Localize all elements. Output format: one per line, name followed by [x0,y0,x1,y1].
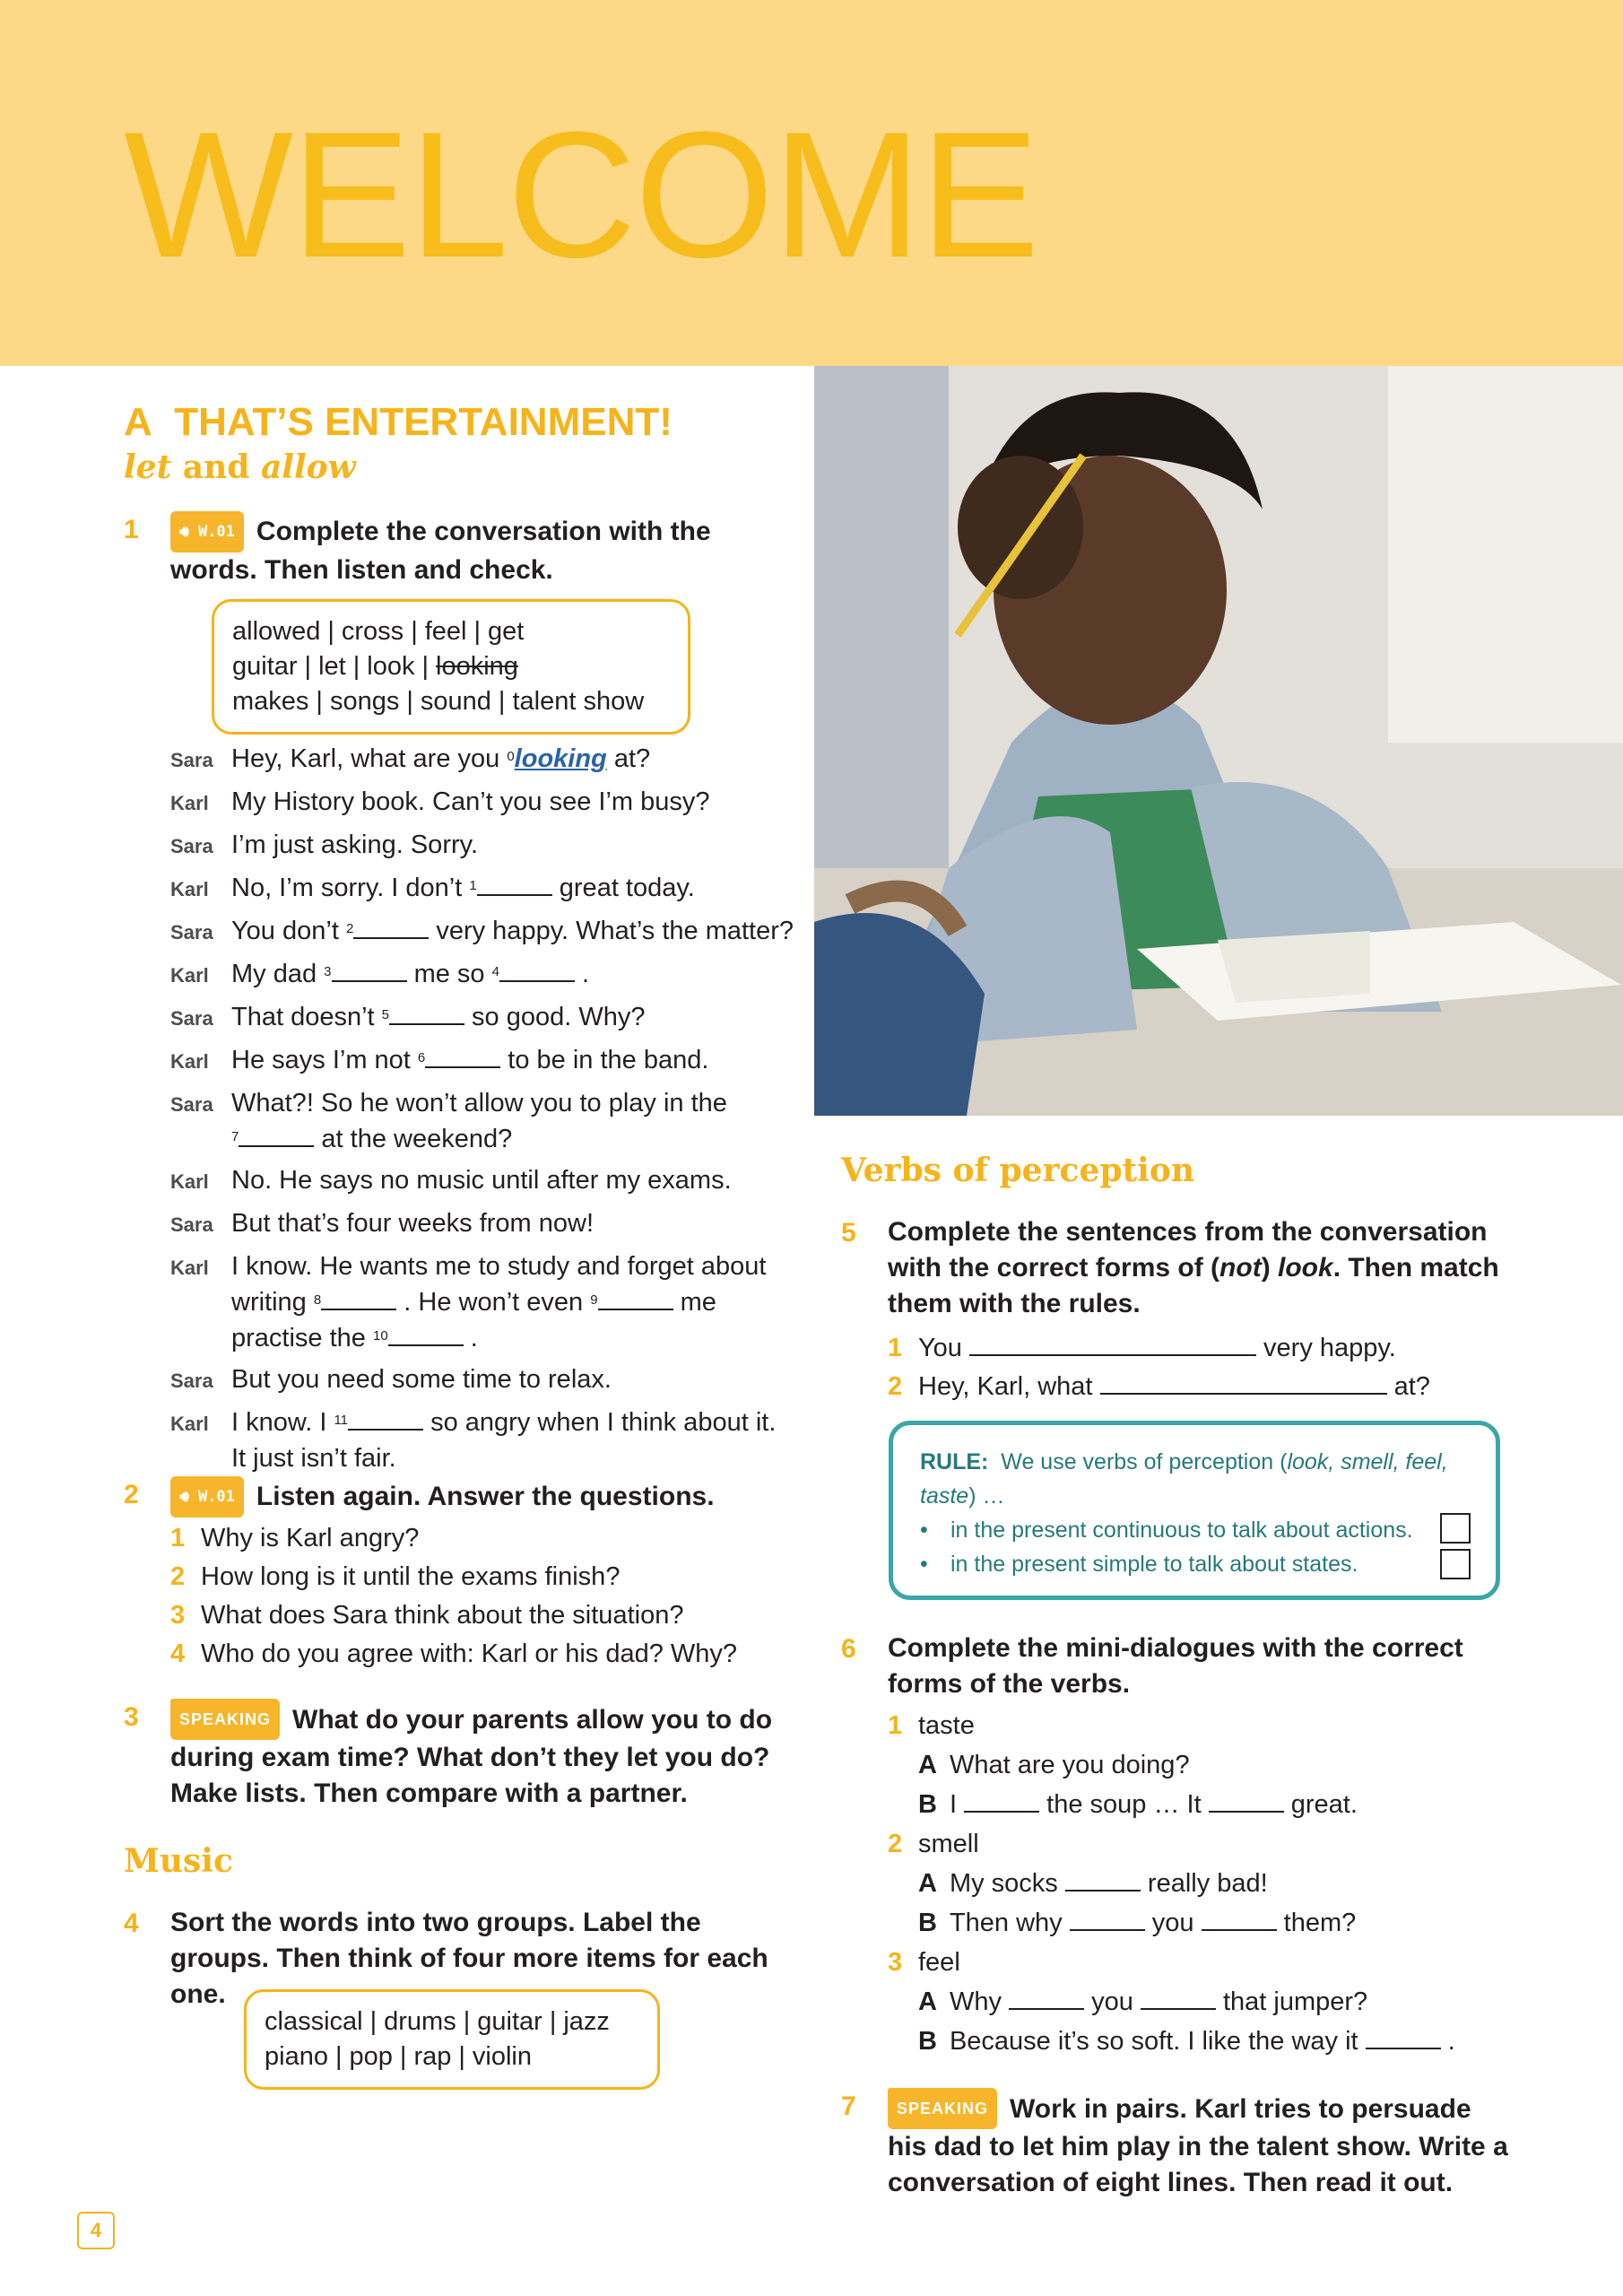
conversation-line: Karl My History book. Can’t you see I’m busy? [170,787,710,816]
match-checkbox[interactable] [1440,1549,1471,1579]
conversation-line: Sara I’m just asking. Sorry. [170,831,479,859]
conversation-line: Sara But you need some time to relax. [170,1365,612,1394]
conversation-line: Karl He says I’m not $^6$ to be in the band. [170,1046,709,1074]
question-item: 3 What does Sara think about the situation? [170,1601,684,1630]
exercise-6-number: 6 [841,1634,856,1664]
answer-blank[interactable] [1209,1789,1284,1813]
answer-blank[interactable] [1100,1371,1387,1395]
music-heading: Music [124,1842,233,1880]
answer-blank[interactable] [348,1407,423,1431]
answer-blank[interactable] [425,1045,500,1068]
match-checkbox[interactable] [1440,1513,1471,1544]
exercise-1-word-box: allowed | cross | feel | get guitar | let | look | looking makes | songs | sound | talent show [212,599,690,735]
conversation-line: Sara That doesn’t $^5$ so good. Why? [170,1003,646,1031]
rule-bullet: • in the present simple to talk about states. [920,1547,1469,1581]
answer-blank[interactable] [389,1002,464,1025]
conversation-line: Karl No, I’m sorry. I don’t $^1$ great today. [170,874,695,902]
exercise-4-word-box: classical | drums | guitar | jazz piano | pop | rap | violin [244,1989,660,2090]
unit-title: WELCOME [124,95,1038,295]
question-item: 1 Why is Karl angry? [170,1524,420,1552]
answer-blank[interactable] [969,1333,1256,1356]
answer-blank[interactable] [499,959,575,982]
exercise-3-number: 3 [124,1702,139,1732]
audio-track-badge[interactable]: 🔊︎ W.01 [170,511,244,552]
conversation-line: Sara Hey, Karl, what are you $^0$looking at? [170,744,651,773]
answer-blank[interactable] [353,916,429,939]
conversation-line: Karl I know. He wants me to study and forget about writing $^8$ . He won’t even $^9$ me practise the $^{10}$ . [170,1252,767,1352]
grammar-subheading: let and allow [124,448,356,486]
exercise-5-number: 5 [841,1218,856,1248]
conversation-line: Sara But that’s four weeks from now! [170,1209,595,1238]
conversation-line: Sara What?! So he won’t allow you to play in the $^7$ at the weekend? [170,1089,727,1153]
answer-blank[interactable] [1366,2026,1441,2049]
student-photo [814,366,1623,1116]
conversation-line: Karl No. He says no music until after my exams. [170,1166,732,1195]
page-number: 4 [77,2212,115,2249]
example-answer: looking [514,744,607,773]
answer-blank[interactable] [321,1287,396,1310]
answer-blank[interactable] [1202,1908,1277,1931]
rule-bullet: • in the present continuous to talk about actions. [920,1513,1469,1547]
struck-example-word: looking [436,652,518,681]
speaking-badge: SPEAKING [170,1699,280,1740]
answer-blank[interactable] [964,1789,1039,1813]
exercise-1-number: 1 [124,515,139,544]
exercise-4-number: 4 [124,1909,139,1938]
answer-blank[interactable] [1009,1987,1084,2010]
exercise-5-instruction: Complete the sentences from the conversation with the correct forms of (not) look. Then match them with the rules. [888,1217,1499,1318]
conversation-line: Sara You don’t $^2$ very happy. What’s the matter? [170,917,794,945]
conversation-line: Karl My dad $^3$ me so $^4$ . [170,960,590,988]
grammar-rule-box: RULE: We use verbs of perception (look, smell, feel, taste) … • in the present continuous to talk about actions. • in the present simple to talk about states. [889,1421,1500,1600]
exercise-1-instruction: 🔊︎ W.01 Complete the conversation with the words. Then listen and check. [170,511,798,588]
exercise-2-questions [170,1519,737,1674]
sentence-item: 2 Hey, Karl, what at? [888,1372,1430,1401]
exercise-4-instruction: Sort the words into two groups. Label the groups. Then think of four more items for each one. [170,1908,768,2009]
answer-blank[interactable] [332,959,407,982]
question-item: 4 Who do you agree with: Karl or his dad? Why? [170,1639,738,1668]
exercise-3-instruction: SPEAKING What do your parents allow you to do during exam time? What don’t they let you do? Make lists. Then compare with a partner. [170,1699,798,1812]
answer-blank[interactable] [388,1323,464,1346]
section-a-heading: A THAT’S ENTERTAINMENT! [124,400,673,444]
answer-blank[interactable] [1141,1987,1216,2010]
welcome-banner [0,0,1623,366]
mini-dialogues: 1 taste A What are you doing? B I the soup … It great. 2 smell A My socks really bad! B Then why you them? 3 feel A Why you that jumper? B Because it’s so soft. I like the way it . [888,1711,1455,2056]
exercise-6-instruction: Complete the mini-dialogues with the correct forms of the verbs. [888,1633,1463,1699]
answer-blank[interactable] [1070,1908,1145,1931]
exercise-7-number: 7 [841,2092,856,2121]
exercise-7-instruction: SPEAKING Work in pairs. Karl tries to persuade his dad to let him play in the talent show. Write a conversation of eight lines. Then read it out. [888,2088,1515,2201]
perception-heading: Verbs of perception [841,1152,1195,1189]
student-studying-image [814,366,1623,1116]
conversation-line: Karl I know. I $^{11}$ so angry when I think about it. It just isn’t fair. [170,1408,777,1473]
audio-track-badge[interactable]: 🔊︎ W.01 [170,1476,244,1518]
answer-blank[interactable] [477,873,552,896]
sentence-item: 1 You very happy. [888,1334,1396,1362]
answer-blank[interactable] [239,1124,314,1147]
question-item: 2 How long is it until the exams finish? [170,1562,621,1591]
exercise-5-items [888,1329,1430,1406]
exercise-2-instruction: 🔊︎ W.01 Listen again. Answer the questions. [170,1476,798,1518]
exercise-2-number: 2 [124,1480,139,1509]
answer-blank[interactable] [598,1287,673,1310]
speaking-badge: SPEAKING [888,2088,997,2129]
answer-blank[interactable] [1065,1868,1141,1892]
conversation [170,741,798,1482]
